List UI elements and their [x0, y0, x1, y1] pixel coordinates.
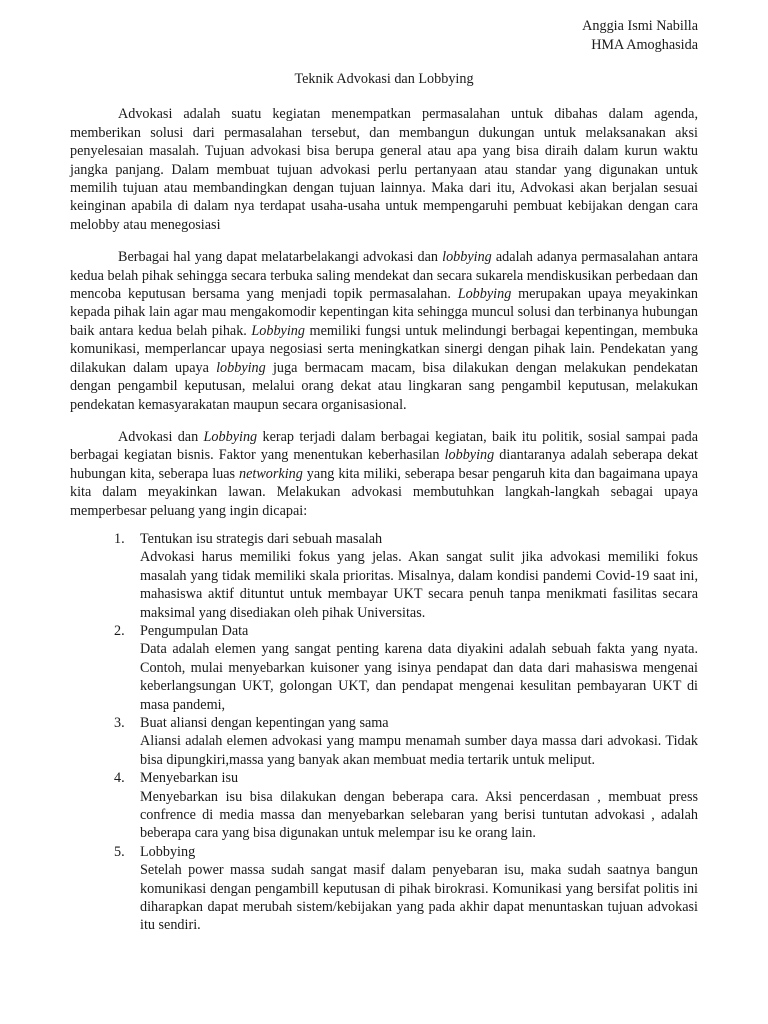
italic-term: lobbying — [216, 359, 266, 376]
list-item — [70, 714, 698, 769]
list-item — [70, 622, 698, 714]
document-title: Teknik Advokasi dan Lobbying — [294, 71, 474, 87]
text-run: adalah adanya permasalahan antara kedua belah pihak sehingga secara terbuka saling mendekat dan secara sukarela mendiskusikan perbedaan dan mencoba keputusan bersama yang menjadi topik permasalahan. — [70, 249, 698, 303]
text-run: kerap terjadi dalam berbagai kegiatan, baik itu politik, sosial sampai pada berbagai kegiatan bisnis. Faktor yang menentukan keberhasilan — [70, 428, 698, 464]
author-name: Anggia Ismi Nabilla — [582, 18, 698, 34]
step-title: Tentukan isu strategis dari sebuah masalah — [140, 530, 383, 547]
step-title: Menyebarkan isu — [140, 770, 239, 787]
text-run: memiliki fungsi untuk melindungi berbagai kepentingan, membuka komunikasi, memperlancar upaya negosiasi serta meningkatkan sinergi dengan pihak lain. Pendekatan yang dilakukan dalam upaya — [70, 322, 699, 376]
step-title: Pengumpulan Data — [140, 622, 249, 639]
text-run: Advokasi adalah suatu kegiatan menempatkan permasalahan untuk dibahas dalam agenda, memberikan solusi dari permasalahan tersebut, dan membangun dukungan untuk melaksanakan aksi penyelesaian masalah. Tujuan advokasi bisa berupa general atau apa yang bisa diraih dalam kurun waktu jangka panjang. Dalam membuat tujuan advokasi perlu pertanyaan atau standar yang digunakan untuk memilih tujuan atau membandingkan dengan tujuan lainnya. Maka dari itu, Advokasi akan berjalan sesuai keinginan apabila di dalam nya terdapat usaha-usaha untuk mempengaruhi pembuat kebijakan dengan cara melobby atau menegosiasi — [70, 106, 698, 233]
text-run: yang kita miliki, seberapa besar pengaruh kita dan bagaimana upaya kita dalam meyakinkan lawan. Melakukan advokasi membutuhkan langkah-langkah sebagai upaya memperbesar peluang yang ingin dicapai: — [70, 465, 698, 519]
text-run: Advokasi dan — [118, 428, 204, 445]
text-run: diantaranya adalah seberapa dekat hubungan kita, seberapa luas — [70, 447, 698, 482]
text-run: juga bermacam macam, bisa dilakukan dengan melakukan pendekatan dengan pengambil keputusan, melalui orang dekat atau lingkaran sang pengambil keputusan, melakukan pendekatan kemasyarakatan maupun secara organisasional. — [70, 359, 698, 413]
step-body: Menyebarkan isu bisa dilakukan dengan beberapa cara. Aksi pencerdasan , membuat press confrence di media massa dan menyebarkan selebaran yang berisi tuntutan advokasi , adalah beberapa cara yang bisa digunakan untuk melempar isu ke orang lain. — [140, 788, 698, 842]
step-title: Buat aliansi dengan kepentingan yang sama — [140, 715, 389, 731]
italic-term: lobbying — [444, 447, 495, 464]
text-run: Berbagai hal yang dapat melatarbelakangi advokasi dan — [118, 249, 443, 266]
italic-term: Lobbying — [203, 428, 258, 445]
author-block — [70, 17, 698, 55]
advocacy-steps-list — [70, 530, 698, 935]
list-item — [70, 843, 698, 935]
body-paragraphs — [70, 105, 698, 520]
step-body: Data adalah elemen yang sangat penting karena data diyakini adalah sebuah fakta yang nyata. Contoh, mulai menyebarkan kuisoner yang isinya pendapat dan data dari mahasiswa mengenai keberlangsungan UKT, golongan UKT, dan pendapat mengenai kesulitan pembayaran UKT di masa pandemi, — [140, 641, 698, 713]
step-number: 4. — [114, 770, 125, 787]
step-body: Setelah power massa sudah sangat masif dalam penyebaran isu, maka sudah saatnya bangun komunikasi dengan pengambill keputusan di pihak birokrasi. Komunikasi yang bersifat politis ini diharapkan dapat merubah sistem/kebijakan yang pada akhir dapat menuntaskan tujuan advokasi itu sendiri. — [140, 862, 698, 934]
step-body: Aliansi adalah elemen advokasi yang mampu menamah sumber daya massa dari advokasi. Tidak bisa dipungkiri,massa yang banyak akan membuat media tertarik untuk meliput. — [140, 733, 698, 768]
step-number: 1. — [114, 530, 125, 547]
text-run: merupakan upaya meyakinkan kepada pihak lain agar mau mengakomodir kepentingan kita sehingga muncul solusi dan terbinanya hubungan baik antara kedua belah pihak. — [70, 286, 698, 339]
step-number: 2. — [114, 622, 125, 639]
italic-term: lobbying — [442, 249, 492, 266]
paragraph-factors — [70, 428, 698, 520]
list-item — [70, 530, 698, 622]
step-number: 5. — [114, 843, 125, 860]
italic-term: networking — [239, 465, 303, 482]
italic-term: Lobbying — [251, 322, 305, 339]
paragraph-background — [70, 248, 698, 414]
step-body: Advokasi harus memiliki fokus yang jelas. Akan sangat sulit jika advokasi memiliki fokus masalah yang tidak memiliki skala prioritas. Misalnya, dalam kondisi pandemi Covid-19 saat ini, mahasiswa aktif dituntut untuk membayar UKT secara penuh tanpa menikmati fasilitas secara maksimal yang disediakan oleh pihak Universitas. — [140, 549, 698, 621]
paragraph-intro — [70, 105, 698, 234]
step-number: 3. — [114, 715, 125, 731]
list-item — [70, 769, 698, 843]
italic-term: Lobbying — [457, 286, 512, 303]
step-title: Lobbying — [140, 843, 196, 860]
author-organization: HMA Amoghasida — [591, 37, 698, 53]
